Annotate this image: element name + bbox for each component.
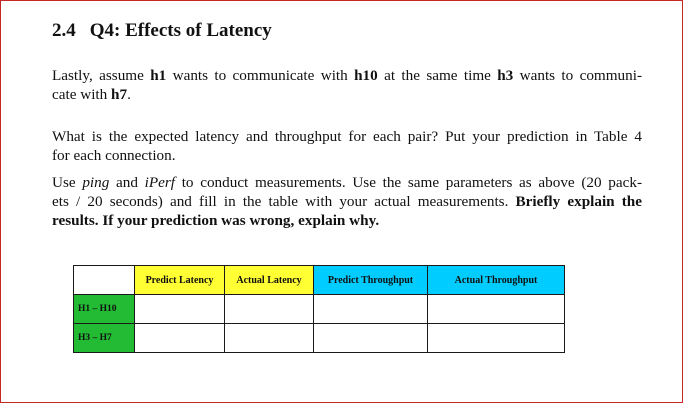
paragraph-1 [52,66,642,104]
paragraph-3-line-1 [52,173,642,192]
row-label-h3-h7: H3 – H7 [74,324,135,353]
table-row [74,295,565,324]
section-title: Q4: Effects of Latency [89,20,272,41]
paragraph-1-line-1 [52,66,642,85]
text-run: Lastly, assume [52,67,151,84]
cell-h3-h7-actual-latency[interactable] [225,324,314,353]
host-h10: h10 [354,67,378,84]
section-heading [52,20,272,42]
text-run: wants to communi- [513,67,643,84]
results-table [73,265,565,353]
paragraph-2 [52,127,642,165]
paragraph-3 [52,173,642,230]
host-h7: h7 [111,86,128,103]
text-run: wants to communicate with [166,67,355,84]
header-predict-latency: Predict Latency [135,266,225,295]
header-predict-throughput: Predict Throughput [314,266,428,295]
emphasis-text: Briefly explain the [515,193,642,210]
paragraph-1-line-2 [52,85,642,104]
cell-h1-h10-actual-latency[interactable] [225,295,314,324]
text-run: and [109,174,145,191]
host-h3: h3 [497,67,514,84]
paragraph-3-line-2 [52,192,642,211]
cell-h1-h10-predict-throughput[interactable] [314,295,428,324]
text-run: cate with [52,86,112,103]
text-run: at the same time [377,67,498,84]
cell-h1-h10-actual-throughput[interactable] [428,295,565,324]
host-h1: h1 [150,67,167,84]
cell-h1-h10-predict-latency[interactable] [135,295,225,324]
text-run: ets / 20 seconds) and fill in the table with your actual measurements. [52,193,516,210]
tool-ping: ping [82,174,110,191]
header-actual-latency: Actual Latency [225,266,314,295]
header-corner-cell [74,266,135,295]
paragraph-2-line-1: What is the expected latency and throughput for each pair? Put your prediction in Table 4 [52,128,642,145]
tool-iperf: iPerf [144,174,176,191]
paragraph-3-line-3: results. If your prediction was wrong, explain why. [52,212,380,229]
cell-h3-h7-predict-latency[interactable] [135,324,225,353]
cell-h3-h7-actual-throughput[interactable] [428,324,565,353]
text-run: . [127,86,131,103]
text-run: Use [52,174,83,191]
table-row [74,324,565,353]
row-label-h1-h10: H1 – H10 [74,295,135,324]
section-number: 2.4 [52,20,76,41]
paragraph-2-line-2: for each connection. [52,147,176,164]
table-header-row [74,266,565,295]
text-run: to conduct measurements. Use the same parameters as above (20 pack- [175,174,642,191]
header-actual-throughput: Actual Throughput [428,266,565,295]
cell-h3-h7-predict-throughput[interactable] [314,324,428,353]
